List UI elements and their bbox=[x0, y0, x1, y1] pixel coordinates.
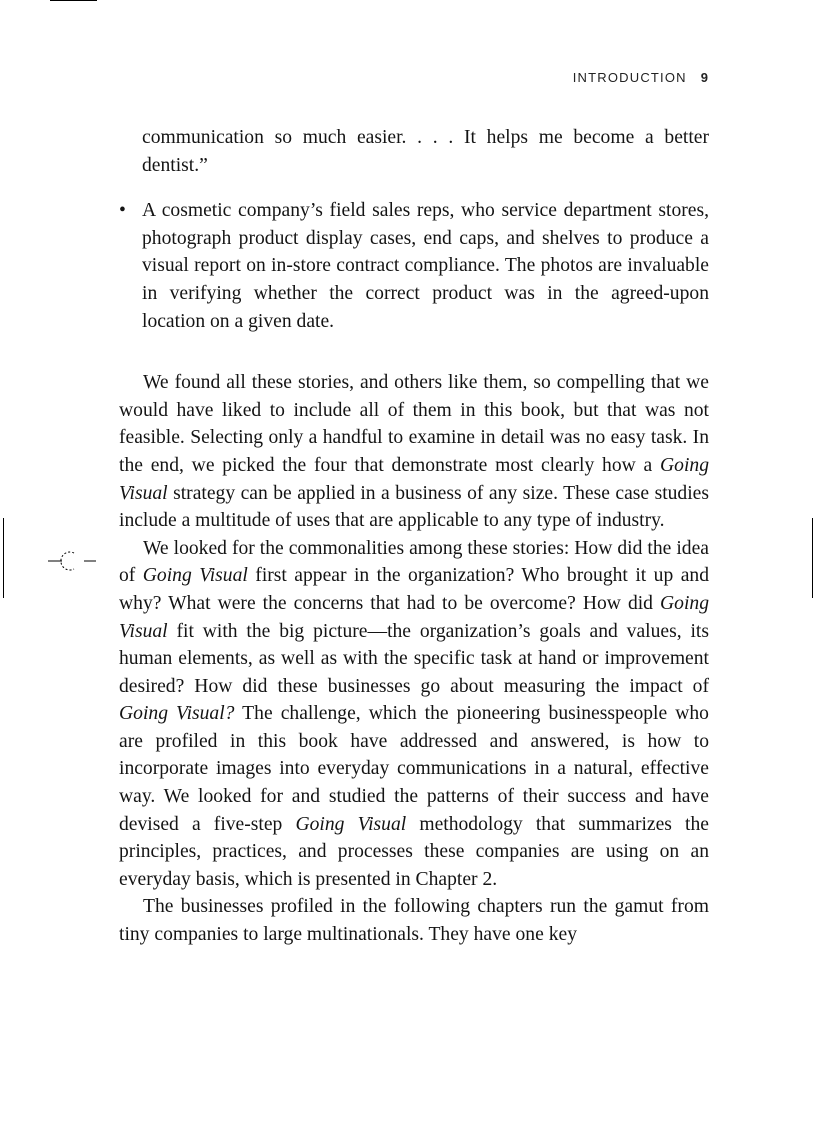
body-paragraph: The businesses profiled in the following chapters run the gamut from tiny companies to large multinationals. They have one key bbox=[119, 896, 709, 946]
book-title: Going Visual bbox=[119, 454, 709, 504]
left-crop-mark bbox=[3, 518, 4, 598]
body-paragraph: We looked for the commonalities among these stories: How did the idea of Going Visual first appear in the organization? Who brought it up and why? What were the concerns that had to be overcome? How did Going Visual fit with the big picture—the organization’s goals and values, its human elements, as well as with the specific task at hand or improvement desired? How did these businesses go about measuring the impact of Going Visual? The challenge, which the pioneering businesspeople who are profiled in this book have addressed and answered, is how to incorporate images into everyday communications in a natural, effective way. We looked for and studied the patterns of their success and have devised a five-step Going Visual methodology that summarizes the principles, practices, and processes these companies are using on an everyday basis, which is presented in Chapter 2. bbox=[119, 537, 709, 890]
book-title: Going Visual? bbox=[119, 703, 235, 725]
section-break bbox=[119, 335, 709, 369]
body-paragraph: We found all these stories, and others like them, so compelling that we would have liked to include all of them in this book, but that was not feasible. Selecting only a handful to examine in detail was no easy task. In the end, we picked the four that demonstrate most clearly how a Going Visual strategy can be applied in a business of any size. These case studies include a multitude of uses that are applicable to any type of industry. bbox=[119, 372, 709, 532]
book-title: Going Visual bbox=[119, 592, 709, 642]
continued-quote: communication so much easier. . . . It helps me become a better dentist.” bbox=[142, 127, 709, 176]
running-header-section: INTRODUCTION bbox=[572, 70, 687, 85]
book-title: Going Visual bbox=[142, 565, 248, 587]
page-number: 9 bbox=[700, 70, 708, 85]
page-body bbox=[119, 124, 709, 949]
list-item-text: A cosmetic company’s field sales reps, who service department stores, photograph product display cases, end caps, and shelves to produce a visual report on in-store contract compliance. The photos are invaluable in verifying whether the correct product was in the agreed-upon location on a given date. bbox=[142, 200, 709, 332]
list-item bbox=[119, 197, 709, 335]
bullet-icon: • bbox=[119, 200, 126, 222]
registration-mark-icon bbox=[48, 547, 104, 575]
top-crop-rule bbox=[50, 0, 97, 1]
running-header bbox=[573, 70, 708, 85]
book-title: Going Visual bbox=[295, 813, 407, 835]
right-crop-mark bbox=[812, 518, 813, 598]
